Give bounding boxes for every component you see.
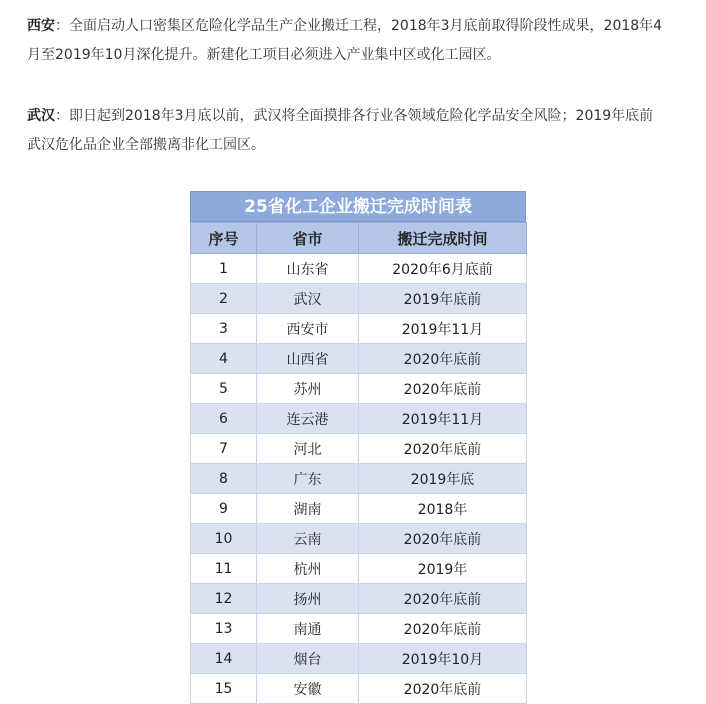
header-completion-time: 搬迁完成时间 (359, 223, 527, 254)
table-row (191, 644, 527, 674)
table-row (191, 524, 527, 554)
table-row (191, 314, 527, 344)
paragraph-text: ：全面启动人口密集区危险化学品生产企业搬迁工程，2018年3月底前取得阶段性成果，2018年4 (55, 18, 663, 34)
cell-index: 9 (191, 494, 257, 524)
cell-index: 3 (191, 314, 257, 344)
table-row (191, 344, 527, 374)
cell-index: 11 (191, 554, 257, 584)
table-row (191, 434, 527, 464)
cell-completion-time: 2020年底前 (359, 374, 527, 404)
cell-completion-time: 2019年11月 (359, 314, 527, 344)
cell-province: 武汉 (257, 284, 359, 314)
cell-province: 山东省 (257, 254, 359, 284)
cell-completion-time: 2020年底前 (359, 674, 527, 704)
cell-index: 8 (191, 464, 257, 494)
cell-completion-time: 2019年底前 (359, 284, 527, 314)
cell-completion-time: 2019年 (359, 554, 527, 584)
cell-index: 15 (191, 674, 257, 704)
table-row (191, 284, 527, 314)
cell-index: 6 (191, 404, 257, 434)
cell-province: 西安市 (257, 314, 359, 344)
table-row (191, 614, 527, 644)
cell-index: 7 (191, 434, 257, 464)
table-row (191, 374, 527, 404)
table-row (191, 464, 527, 494)
table-row (191, 584, 527, 614)
cell-province: 河北 (257, 434, 359, 464)
cell-completion-time: 2020年底前 (359, 584, 527, 614)
paragraph-text: 月至2019年10月深化提升。新建化工项目必须进入产业集中区或化工园区。 (27, 47, 501, 63)
cell-index: 1 (191, 254, 257, 284)
relocation-table-image (190, 191, 526, 704)
table-row (191, 254, 527, 284)
cell-province: 山西省 (257, 344, 359, 374)
cell-province: 烟台 (257, 644, 359, 674)
paragraph-text: 武汉危化品企业全部搬离非化工园区。 (27, 137, 265, 153)
table-title: 25省化工企业搬迁完成时间表 (190, 191, 526, 222)
cell-province: 安徽 (257, 674, 359, 704)
table-row (191, 674, 527, 704)
cell-completion-time: 2020年底前 (359, 434, 527, 464)
header-index: 序号 (191, 223, 257, 254)
cell-completion-time: 2019年11月 (359, 404, 527, 434)
city-label: 西安 (27, 18, 55, 34)
cell-index: 2 (191, 284, 257, 314)
cell-province: 湖南 (257, 494, 359, 524)
cell-index: 5 (191, 374, 257, 404)
header-province: 省市 (257, 223, 359, 254)
cell-province: 广东 (257, 464, 359, 494)
cell-index: 13 (191, 614, 257, 644)
table-row (191, 554, 527, 584)
cell-completion-time: 2019年10月 (359, 644, 527, 674)
paragraph-wuhan (27, 102, 697, 160)
paragraph-xian (27, 12, 697, 70)
cell-province: 杭州 (257, 554, 359, 584)
cell-province: 苏州 (257, 374, 359, 404)
cell-index: 10 (191, 524, 257, 554)
cell-completion-time: 2019年底 (359, 464, 527, 494)
city-label: 武汉 (27, 108, 55, 124)
cell-completion-time: 2020年底前 (359, 614, 527, 644)
cell-province: 南通 (257, 614, 359, 644)
paragraph-text: ：即日起到2018年3月底以前，武汉将全面摸排各行业各领域危险化学品安全风险；2019年底前 (55, 108, 654, 124)
cell-completion-time: 2020年底前 (359, 344, 527, 374)
cell-province: 连云港 (257, 404, 359, 434)
table-row (191, 494, 527, 524)
cell-index: 4 (191, 344, 257, 374)
relocation-table (190, 222, 527, 704)
cell-completion-time: 2018年 (359, 494, 527, 524)
cell-province: 云南 (257, 524, 359, 554)
cell-index: 12 (191, 584, 257, 614)
cell-completion-time: 2020年底前 (359, 524, 527, 554)
table-header-row (191, 223, 527, 254)
cell-completion-time: 2020年6月底前 (359, 254, 527, 284)
table-row (191, 404, 527, 434)
cell-province: 扬州 (257, 584, 359, 614)
cell-index: 14 (191, 644, 257, 674)
